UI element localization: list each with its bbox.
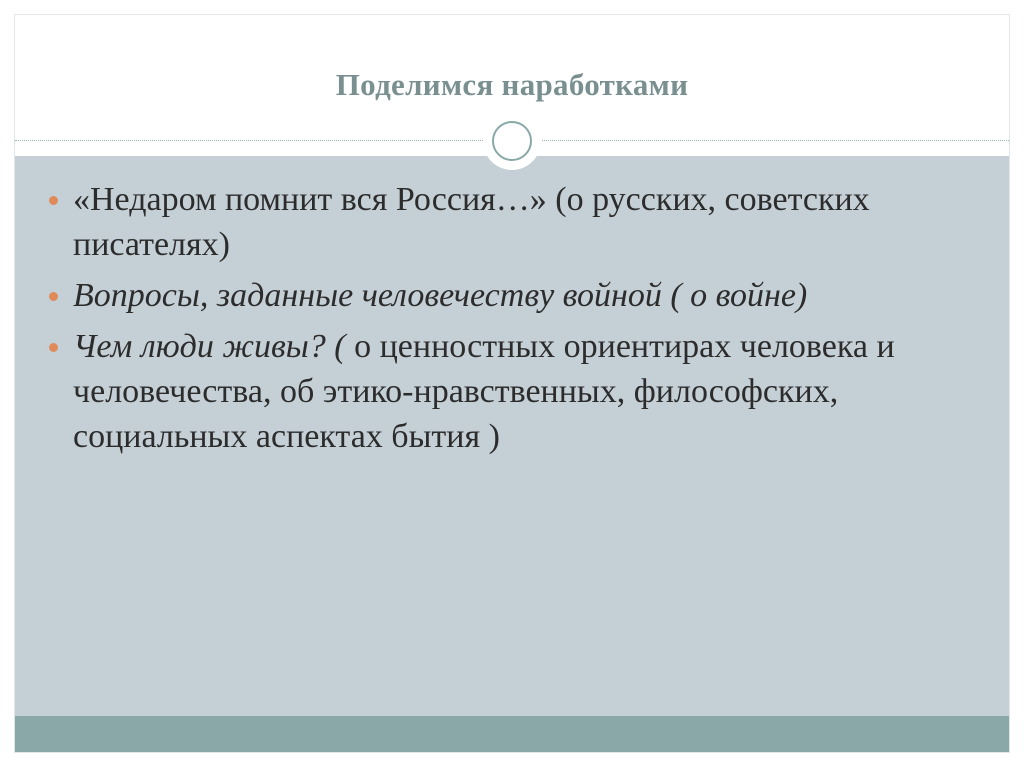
- bullet-icon: [49, 343, 58, 352]
- circle-ornament-ring: [492, 121, 532, 161]
- bullet-3-question: Чем люди живы? (: [73, 328, 355, 365]
- footer-band: [15, 716, 1009, 752]
- bullet-item-3: [43, 324, 973, 459]
- bullet-3-text: о ценностных ориентирах человека и человечества, об этико-нравственных, философских, социальных аспектах бытия ): [73, 328, 895, 455]
- bullet-list: [43, 177, 973, 465]
- bullet-icon: [49, 292, 58, 301]
- slide: [15, 15, 1009, 752]
- slide-title: Поделимся наработками: [335, 67, 689, 102]
- bullet-item-1: [43, 177, 973, 267]
- bullet-icon: [49, 196, 58, 205]
- circle-ornament-icon: [483, 112, 541, 170]
- bullet-2-text: Вопросы, заданные человечеству войной ( о войне): [73, 277, 808, 314]
- bullet-1-text: «Недаром помнит вся Россия…» (о русских, советских писателях): [73, 181, 870, 263]
- bullet-item-2: [43, 273, 973, 318]
